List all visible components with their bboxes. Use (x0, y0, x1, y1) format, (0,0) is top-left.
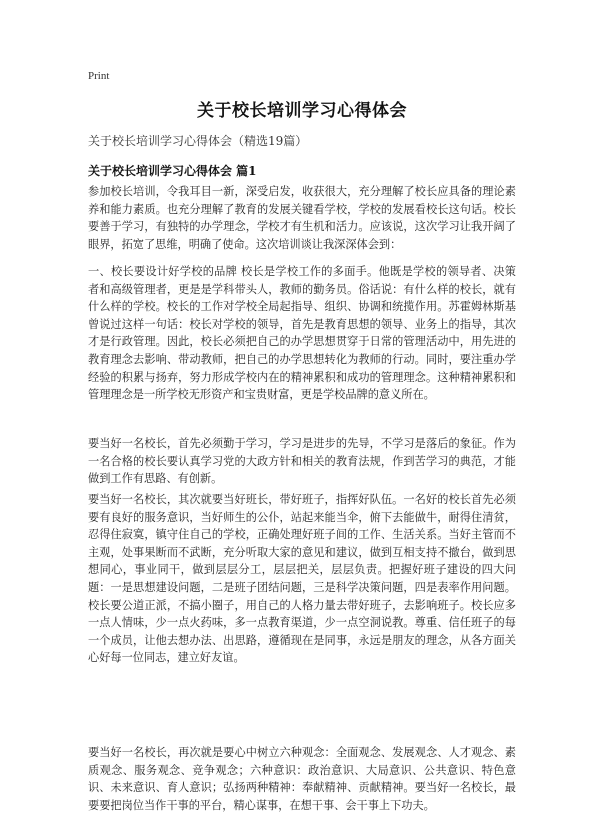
paragraph-leadership-team: 要当好一名校长，其次就要当好班长，带好班子，指挥好队伍。一名好的校长首先必须要有良好的服务意识，当好师生的公仆，站起来能当伞，俯下去能做牛，耐得住清贫，忍得住寂寞，镇守住自己的学校，正确处理好班子间的工作、生活关系。当好主管而不主观，处事果断而不武断，充分听取大家的意见和建议，做到互相支持不撤台，做到思想同心，事业同干，做到层层分工，层层把关，层层负责。把握好班子建设的四大问题：一是思想建设问题，二是班子团结问题，三是科学决策问题，四是表率作用问题。校长要公道正派，不搞小圈子，用自己的人格力量去带好班子，去影响班子。校长应多一点人情味，少一点火药味，多一点教育渠道，少一点空洞说教。尊重、信任班子的每一个成员，让他去想办法、出思路，遵循现在是同事，永远是朋友的理念，从各方面关心好每一位同志，建立好友谊。 (88, 493, 516, 665)
paragraph-learning: 要当好一名校长，首先必须勤于学习，学习是进步的先导，不学习是落后的象征。作为一名合格的校长要认真学习党的大政方针和相关的教育法规，作到苦学习的典范，才能做到工作有思路、有创新。 (88, 437, 516, 486)
paragraph-school-brand: 一、校长要设计好学校的品牌 校长是学校工作的多面手。他既是学校的领导者、决策者和高级管理者，更是是学科带头人，教师的勤务员。俗话说：有什么样的校长，就有什么样的学校。校长的工作对学校全局起指导、组织、协调和统揽作用。苏霍姆林斯基曾说过这样一句话：校长对学校的领导，首先是教育思想的领导、业务上的指导，其次才是行政管理。因此，校长必须把自己的办学思想贯穿于日常的管理活动中，用先进的教育理念去影响、带动教师，把自己的办学思想转化为教师的行动。同时，要注重办学经验的积累与扬弃，努力形成学校内在的精神累积和成功的管理理念。这种精神累积和管理理念是一所学校无形资产和宝贵财富，更是学校品牌的意义所在。 (88, 265, 516, 402)
print-label[interactable]: Print (88, 70, 110, 82)
page-title: 关于校长培训学习心得体会 (197, 101, 407, 121)
section-heading: 关于校长培训学习心得体会 篇1 (88, 164, 257, 178)
paragraph-concepts: 要当好一名校长，再次就是要心中树立六种观念：全面观念、发展观念、人才观念、素质观念、服务观念、竞争观念；六种意识：政治意识、大局意识、公共意识、特色意识、未来意识、育人意识；弘扬两种精神：奉献精神、贡献精神。要当好一名校长，最要要把岗位当作干事的平台，精心谋事，在想干事、会干事上下功夫。 (88, 746, 516, 812)
paragraph-intro: 参加校长培训，令我耳目一新，深受启发，收获很大，充分理解了校长应具备的理论素养和能力素质。也充分理解了教育的发展关键看学校，学校的发展看校长这句话。校长要善于学习，有独特的办学理念，学校才有生机和活力。应该说，这次学习让我开阔了眼界，拓宽了思维，明确了使命。这次培训谈让我深深体会到： (88, 185, 516, 251)
document-subtitle: 关于校长培训学习心得体会（精选19篇） (88, 134, 308, 148)
